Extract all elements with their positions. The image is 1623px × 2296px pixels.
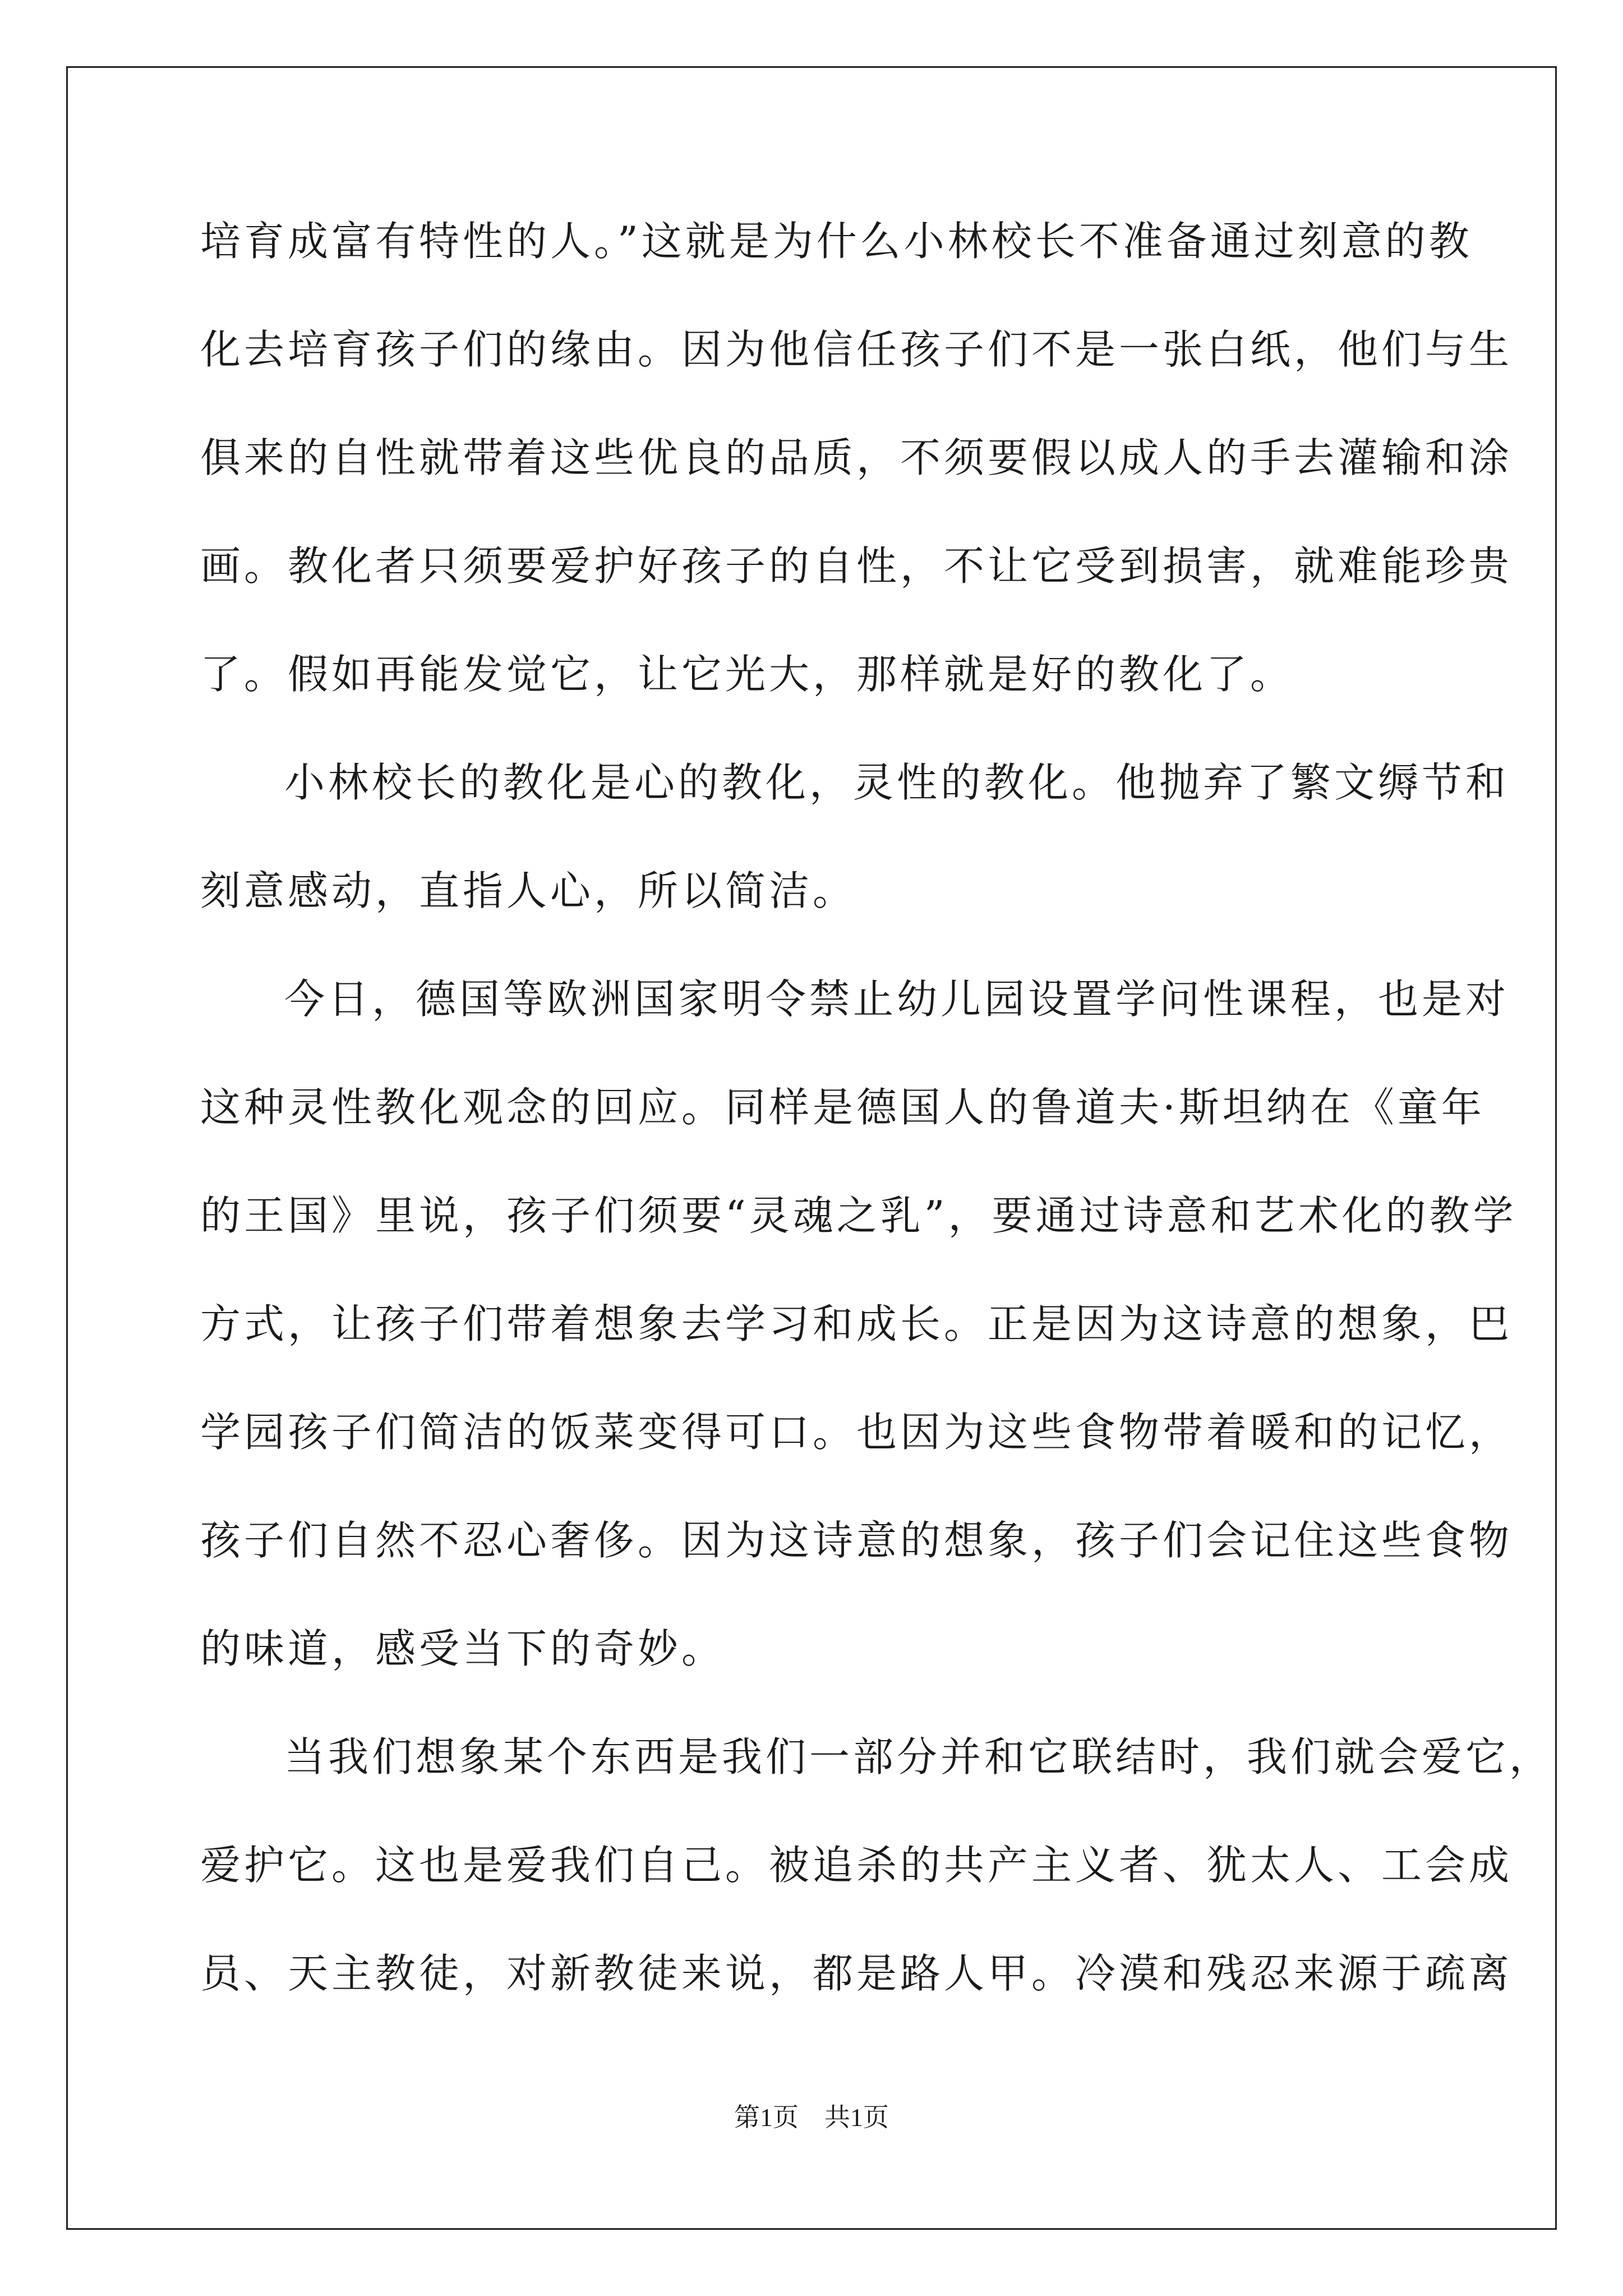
text-line-16: 爱护它。这也是爱我们自己。被追杀的共产主义者、犹太人、工会成 bbox=[200, 1842, 1513, 1889]
document-body bbox=[200, 208, 1553, 2048]
page-total: 共1页 bbox=[824, 2103, 889, 2132]
text-line-8: 今日，德国等欧洲国家明令禁止幼儿园设置学问性课程，也是对 bbox=[284, 976, 1510, 1023]
page-footer bbox=[0, 2101, 1623, 2134]
text-line-5: 了。假如再能发觉它，让它光大，那样就是好的教化了。 bbox=[200, 651, 1294, 698]
page-number: 第1页 bbox=[734, 2103, 799, 2132]
text-line-14: 的味道，感受当下的奇妙。 bbox=[200, 1625, 726, 1672]
text-line-11: 方式，让孩子们带着想象去学习和成长。正是因为这诗意的想象，巴 bbox=[200, 1300, 1513, 1347]
text-line-17: 员、天主教徒，对新教徒来说，都是路人甲。冷漠和残忍来源于疏离 bbox=[200, 1950, 1513, 1997]
text-line-2: 化去培育孩子们的缘由。因为他信任孩子们不是一张白纸，他们与生 bbox=[200, 326, 1513, 373]
text-line-4: 画。教化者只须要爱护好孩子的自性，不让它受到损害，就难能珍贵 bbox=[200, 542, 1513, 590]
text-line-9: 这种灵性教化观念的回应。同样是德国人的鲁道夫·斯坦纳在《童年 bbox=[200, 1084, 1485, 1131]
text-line-6: 小林校长的教化是心的教化，灵性的教化。他抛弃了繁文缛节和 bbox=[284, 759, 1510, 806]
text-line-15: 当我们想象某个东西是我们一部分并和它联结时，我们就会爱它， bbox=[284, 1733, 1553, 1780]
text-line-3: 俱来的自性就带着这些优良的品质，不须要假以成人的手去灌输和涂 bbox=[200, 434, 1513, 481]
text-line-7: 刻意感动，直指人心，所以简洁。 bbox=[200, 867, 857, 914]
text-line-10: 的王国》里说，孩子们须要“灵魂之乳”，要通过诗意和艺术化的教学 bbox=[200, 1192, 1517, 1239]
text-line-13: 孩子们自然不忍心奢侈。因为这诗意的想象，孩子们会记住这些食物 bbox=[200, 1517, 1513, 1564]
text-line-1: 培育成富有特性的人。”这就是为什么小林校长不准备通过刻意的教 bbox=[200, 218, 1473, 265]
text-line-12: 学园孩子们简洁的饭菜变得可口。也因为这些食物带着暖和的记忆， bbox=[200, 1409, 1513, 1456]
